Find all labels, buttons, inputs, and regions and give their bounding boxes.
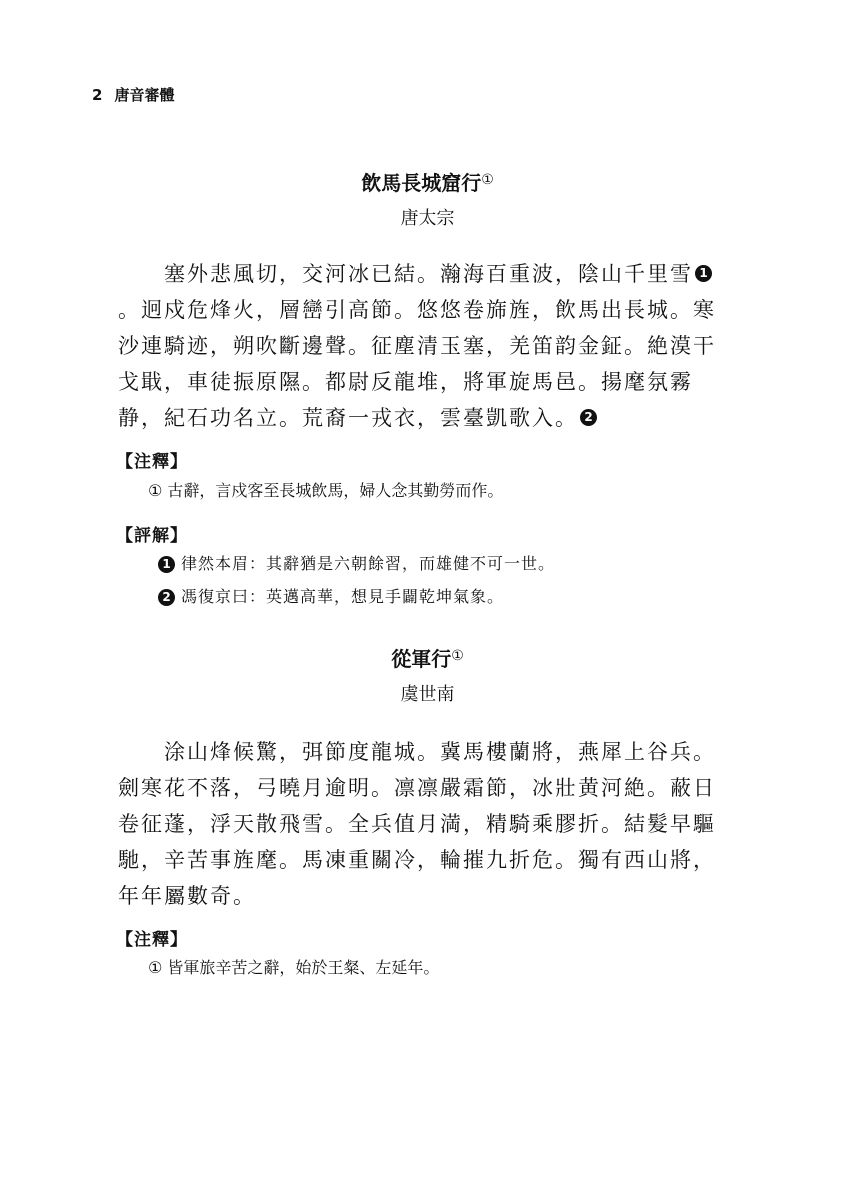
poem-body-part: 塞外悲風切，交河冰已結。瀚海百重波，陰山千里雪 — [164, 262, 693, 286]
commentary-marker: 1 — [158, 556, 175, 573]
book-title: 唐音審體 — [114, 86, 175, 104]
commentary-item — [158, 553, 555, 575]
commentary-marker: 2 — [158, 589, 175, 606]
note-item: ① 皆軍旅辛苦之辭，始於王粲、左延年。 — [148, 958, 440, 977]
footnote-mark: ① — [451, 648, 464, 664]
poem-author: 虞世南 — [400, 684, 455, 705]
commentary-marker-1[interactable]: 1 — [695, 265, 712, 282]
poem-title — [0, 643, 855, 672]
notes-heading: 【注釋】 — [116, 930, 188, 950]
poem-title-text: 飲馬長城窟行 — [361, 171, 482, 195]
commentary-item — [158, 586, 504, 608]
poem-title-text: 從軍行 — [391, 647, 452, 671]
notes-heading: 【注釋】 — [116, 452, 188, 472]
poem-title — [0, 167, 855, 196]
running-header — [92, 84, 174, 105]
footnote-mark: ① — [481, 172, 494, 188]
commentary-text: 馮復京曰：英邁高華，想見手闢乾坤氣象。 — [181, 587, 505, 606]
page-number: 2 — [92, 86, 103, 104]
commentary-text: 律然本眉：其辭猶是六朝餘習，而雄健不可一世。 — [181, 554, 556, 573]
poem-author: 唐太宗 — [400, 208, 455, 229]
commentary-marker-2[interactable]: 2 — [580, 409, 597, 426]
poem-body-part: 。迥戍危烽火，層巒引高節。悠悠卷旆旌，飲馬出長城。寒沙連騎迹，朔吹斷邊聲。征塵清玉塞，羌笛韵金鉦。絶漠干戈戢，車徒振原隰。都尉反龍堆，將軍旋馬邑。揚麾氛霧静，紀石功名立。荒裔一戎衣，雲臺凱歌入。 — [118, 298, 716, 430]
poem-body: 涂山烽候驚，弭節度龍城。冀馬樓蘭將，燕犀上谷兵。劍寒花不落，弓曉月逾明。凛凛嚴霜節，冰壯黄河絶。蔽日卷征蓬，浮天散飛雪。全兵值月満，精騎乘膠折。結髮早驅馳，辛苦事旌麾。馬凍重關冷，輪摧九折危。獨有西山將，年年屬數奇。 — [118, 740, 716, 908]
commentary-heading: 【評解】 — [116, 526, 188, 546]
note-item: ① 古辭，言戍客至長城飲馬，婦人念其勤勞而作。 — [148, 481, 504, 500]
poem-body — [118, 256, 736, 436]
